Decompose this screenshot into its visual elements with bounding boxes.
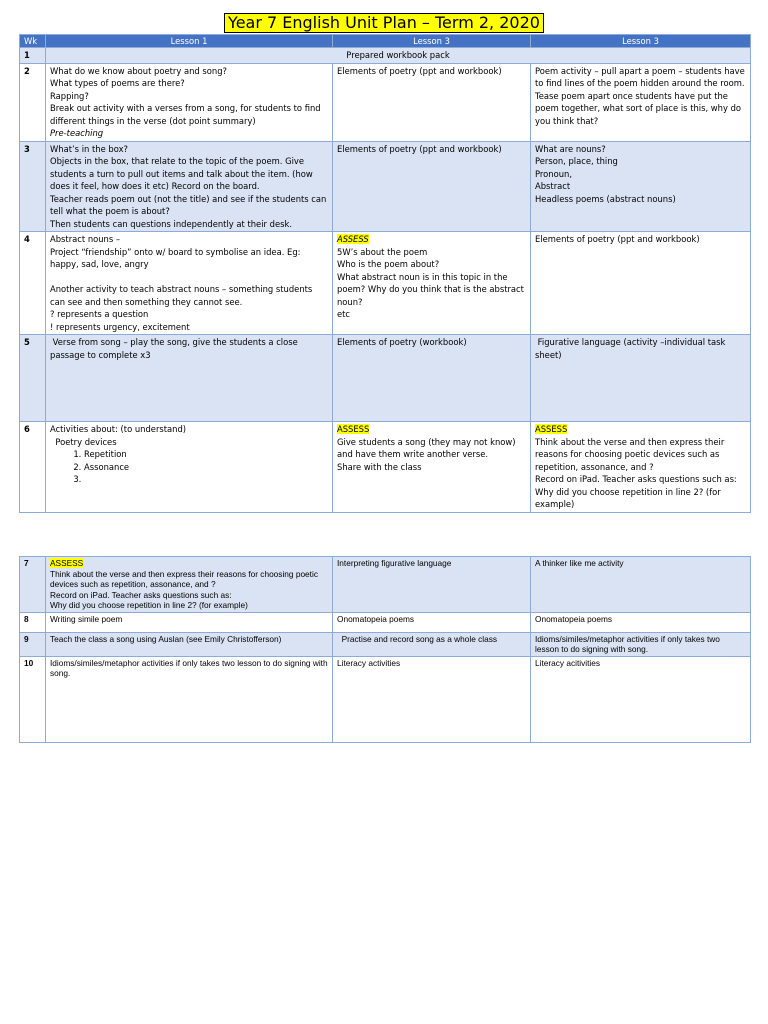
list-item — [84, 473, 328, 486]
text-line: Another activity to teach abstract nouns – something students can see and then something they cannot see. — [50, 284, 315, 307]
assess-badge: ASSESS — [337, 424, 370, 434]
unit-plan-table — [19, 34, 751, 513]
table-row-week-3 — [20, 141, 751, 232]
text-line: Figurative language (activity –individual task sheet) — [535, 337, 729, 360]
text-line: Elements of poetry (ppt and workbook) — [337, 143, 502, 154]
week-9-lesson-2 — [333, 632, 531, 656]
text-line: Practise and record song as a whole class — [337, 633, 498, 644]
header-lesson-1: Lesson 1 — [46, 35, 333, 48]
text-line: Person, place, thing — [535, 156, 618, 166]
week-2-lesson-1 — [46, 63, 333, 141]
text-line: Teach the class a song using Auslan (see Emily Christofferson) — [50, 633, 282, 644]
week-7-lesson-3 — [531, 557, 751, 613]
week-number: 2 — [20, 63, 46, 141]
text-line: Interpreting figurative language — [337, 558, 452, 568]
header-lesson-3: Lesson 3 — [531, 35, 751, 48]
text-line: ? represents a question — [50, 309, 149, 319]
text-line: 5W’s about the poem — [337, 246, 428, 257]
text-line: Who is the poem about? — [337, 259, 440, 269]
text-line: Pre-teaching — [50, 128, 104, 138]
text-line: Idioms/similes/metaphor activities if only takes two lesson to do signing with song. — [535, 633, 723, 654]
week-number: 10 — [20, 656, 46, 742]
table-row-week-9 — [20, 632, 751, 656]
table-row-week-4 — [20, 232, 751, 335]
week-2-lesson-2 — [333, 63, 531, 141]
poetry-devices-list — [50, 448, 328, 486]
week-8-lesson-3 — [531, 612, 751, 632]
list-item: 1. Repetition — [84, 448, 328, 461]
week-6-lesson-1 — [46, 422, 333, 513]
week-5-lesson-3 — [531, 335, 751, 422]
week-9-lesson-3 — [531, 632, 751, 656]
week-number: 9 — [20, 632, 46, 656]
week-4-lesson-2 — [333, 232, 531, 335]
week-10-lesson-3 — [531, 656, 751, 742]
text-line: Onomatopeia poems — [535, 613, 613, 624]
assess-badge: ASSESS — [50, 558, 84, 568]
week-number: 8 — [20, 612, 46, 632]
text-line — [50, 271, 328, 284]
text-line: Onomatopeia poems — [337, 613, 415, 624]
text-line: etc — [337, 309, 351, 319]
text-line: What types of poems are there? — [50, 78, 185, 88]
table-row-week-5 — [20, 335, 751, 422]
text-line: Elements of poetry (ppt and workbook) — [535, 234, 700, 244]
text-line: Abstract nouns – — [50, 234, 121, 244]
week-2-lesson-3 — [531, 63, 751, 141]
text-line: Share with the class — [337, 461, 422, 472]
week-9-lesson-1 — [46, 632, 333, 656]
text-line: Poem activity – pull apart a poem – students have to find lines of the poem hidden around the room. — [535, 65, 748, 88]
week-number: 7 — [20, 557, 46, 613]
week-3-lesson-2 — [333, 141, 531, 232]
week-4-lesson-1 — [46, 232, 333, 335]
text-line: Project “friendship” onto w/ board to symbolise an idea. Eg: happy, sad, love, angry — [50, 246, 304, 269]
text-line: Tease poem apart once students have put the poem together, what sort of place is this, why do you think that? — [535, 90, 744, 126]
text-line: Think about the verse and then express their reasons for choosing poetic devices such as repetition, assonance, and ? — [50, 568, 321, 589]
text-line: Break out activity with a verses from a song, for students to find different things in the verse (dot point summary) — [50, 103, 324, 126]
week-6-lesson-2 — [333, 422, 531, 513]
table-row-week-7 — [20, 557, 751, 613]
table-row-week-6 — [20, 422, 751, 513]
text-line: Record on iPad. Teacher asks questions such as: Why did you choose repetition in line 2? (for example) — [535, 474, 740, 509]
assess-badge: ASSESS — [535, 424, 568, 434]
table-row-week-8 — [20, 612, 751, 632]
text-line: Literacy acitivities — [535, 657, 601, 668]
header-wk: Wk — [20, 35, 46, 48]
table-row-week-10 — [20, 656, 751, 742]
text-line: Why did you choose repetition in line 2? (for example) — [50, 600, 248, 610]
text-line: Poetry devices — [50, 436, 117, 447]
text-line: What are nouns? — [535, 143, 606, 154]
week-6-lesson-3 — [531, 422, 751, 513]
text-line: Elements of poetry (ppt and workbook) — [337, 65, 502, 76]
week-1-activity: Prepared workbook pack — [46, 48, 751, 64]
week-3-lesson-1 — [46, 141, 333, 232]
text-line: Abstract — [535, 181, 571, 191]
week-10-lesson-1 — [46, 656, 333, 742]
week-number: 4 — [20, 232, 46, 335]
text-line: A thinker like me activity — [535, 558, 624, 568]
text-line: Think about the verse and then express their reasons for choosing poetic devices such as repetition, assonance, and ? — [535, 436, 727, 472]
text-line: Teacher reads poem out (not the title) and see if the students can tell what the poem is about? — [50, 193, 330, 216]
text-line: Idioms/similes/metaphor activities if only takes two lesson to do signing with song. — [50, 657, 330, 678]
text-line: Elements of poetry (workbook) — [337, 337, 467, 347]
week-7-lesson-2 — [333, 557, 531, 613]
assess-badge: ASSESS — [337, 234, 369, 244]
text-line: Then students can questions independently at their desk. — [50, 218, 292, 229]
week-8-lesson-2 — [333, 612, 531, 632]
table-row-week-2 — [20, 63, 751, 141]
list-item: 2. Assonance — [84, 461, 328, 474]
week-number: 5 — [20, 335, 46, 422]
week-number: 6 — [20, 422, 46, 513]
unit-plan-table-continued — [19, 556, 751, 743]
table-row-week-1 — [20, 48, 751, 64]
text-line: ! represents urgency, excitement — [50, 321, 190, 332]
week-10-lesson-2 — [333, 656, 531, 742]
header-row — [20, 35, 751, 48]
text-line: Give students a song (they may not know) and have them write another verse. — [337, 436, 519, 459]
page-title: Year 7 English Unit Plan – Term 2, 2020 — [224, 13, 544, 33]
week-8-lesson-1 — [46, 612, 333, 632]
text-line: Verse from song – play the song, give the students a close passage to complete x3 — [50, 337, 301, 360]
week-number: 3 — [20, 141, 46, 232]
header-lesson-2: Lesson 3 — [333, 35, 531, 48]
text-line: Headless poems (abstract nouns) — [535, 193, 676, 204]
week-number: 1 — [20, 48, 46, 64]
text-line: What’s in the box? — [50, 143, 128, 154]
text-line: What abstract noun is in this topic in the poem? Why do you think that is the abstract noun? — [337, 271, 527, 307]
week-4-lesson-3 — [531, 232, 751, 335]
week-7-lesson-1 — [46, 557, 333, 613]
text-line: Literacy activities — [337, 657, 401, 668]
text-line: Rapping? — [50, 90, 89, 101]
text-line: Objects in the box, that relate to the topic of the poem. Give students a turn to pull out items and talk about the item. (how does it feel, how does it etc) Record on the board. — [50, 156, 316, 191]
week-3-lesson-3 — [531, 141, 751, 232]
week-5-lesson-1 — [46, 335, 333, 422]
text-line: Writing simile poem — [50, 613, 123, 624]
text-line: Pronoun, — [535, 168, 572, 179]
text-line: Activities about: (to understand) — [50, 424, 187, 434]
text-line: Record on iPad. Teacher asks questions such as: — [50, 589, 232, 600]
week-5-lesson-2 — [333, 335, 531, 422]
text-line: What do we know about poetry and song? — [50, 65, 227, 76]
